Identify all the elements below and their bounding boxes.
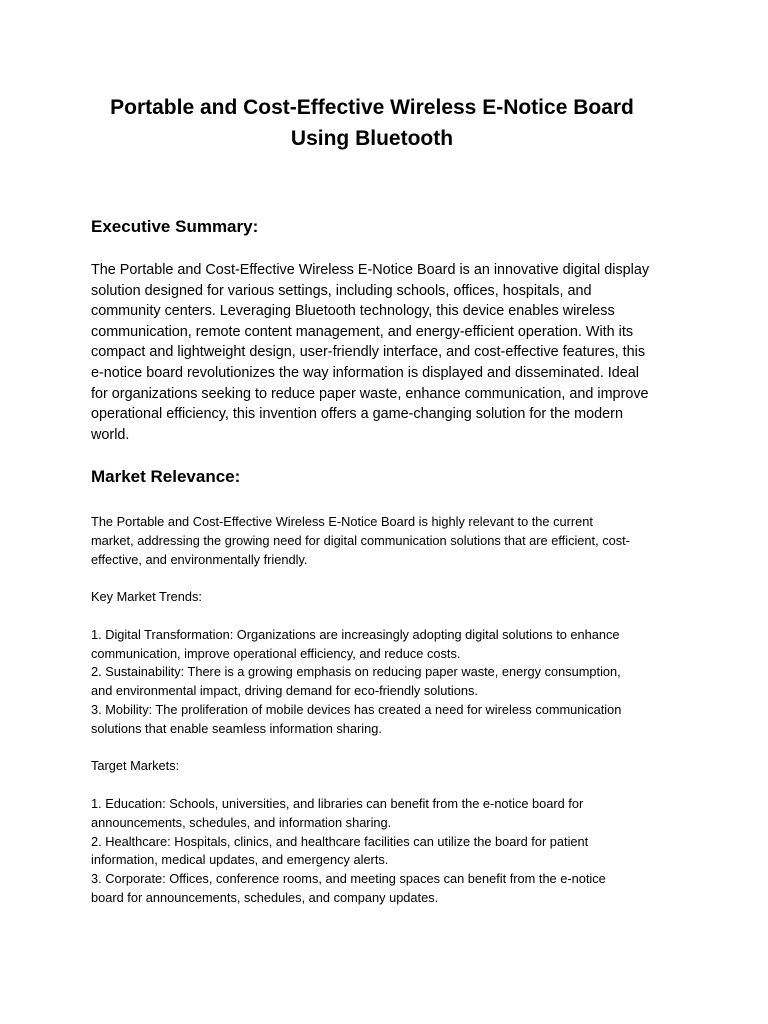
paragraph-line: operational efficiency, this invention offers a game-changing solution for the modern xyxy=(91,406,623,423)
paragraph-line: e-notice board revolutionizes the way information is displayed and disseminated. Ideal xyxy=(91,364,639,381)
executive-summary-heading: Executive Summary: xyxy=(91,217,259,236)
target-item xyxy=(91,870,691,908)
title-line: Portable and Cost-Effective Wireless E-Notice Board xyxy=(110,96,634,119)
list-item-line: board for announcements, schedules, and company updates. xyxy=(91,889,439,905)
market-relevance-heading: Market Relevance: xyxy=(91,467,241,486)
list-item-line: and environmental impact, driving demand for eco-friendly solutions. xyxy=(91,683,478,699)
list-item-line: information, medical updates, and emergency alerts. xyxy=(91,852,389,868)
list-item-line: 3. Mobility: The proliferation of mobile devices has created a need for wireless communication xyxy=(91,701,622,717)
document-title xyxy=(80,92,664,154)
list-item-line: 1. Education: Schools, universities, and libraries can benefit from the e-notice board for xyxy=(91,795,584,811)
list-item-line: 1. Digital Transformation: Organizations are increasingly adopting digital solutions to enhance xyxy=(91,626,620,642)
target-item xyxy=(91,795,691,833)
trend-item xyxy=(91,663,691,701)
paragraph-line: compact and lightweight design, user-friendly interface, and cost-effective features, this xyxy=(91,344,646,361)
paragraph-line: The Portable and Cost-Effective Wireless E-Notice Board is highly relevant to the current xyxy=(91,514,593,529)
list-item-line: announcements, schedules, and information sharing. xyxy=(91,814,392,830)
key-market-trends-label: Key Market Trends: xyxy=(91,589,202,605)
market-relevance-body xyxy=(91,513,691,908)
list-item-line: 3. Corporate: Offices, conference rooms, and meeting spaces can benefit from the e-notice xyxy=(91,871,606,887)
trend-item xyxy=(91,701,691,739)
paragraph-line: effective, and environmentally friendly. xyxy=(91,551,308,567)
paragraph-line: world. xyxy=(91,426,130,443)
list-item-line: 2. Healthcare: Hospitals, clinics, and healthcare facilities can utilize the board for patient xyxy=(91,833,589,849)
paragraph-line: community centers. Leveraging Bluetooth technology, this device enables wireless xyxy=(91,303,615,320)
list-item-line: 2. Sustainability: There is a growing emphasis on reducing paper waste, energy consumption, xyxy=(91,664,621,680)
target-markets-label: Target Markets: xyxy=(91,758,180,774)
title-line: Using Bluetooth xyxy=(290,127,454,150)
list-item-line: communication, improve operational efficiency, and reduce costs. xyxy=(91,645,461,661)
spacer xyxy=(91,569,691,588)
trend-item xyxy=(91,626,691,664)
paragraph-line: communication, remote content management, and energy-efficient operation. With its xyxy=(91,323,634,340)
target-item xyxy=(91,833,691,871)
spacer xyxy=(91,776,691,795)
executive-summary-paragraph xyxy=(91,260,691,445)
paragraph-line: for organizations seeking to reduce paper waste, enhance communication, and improve xyxy=(91,385,649,402)
paragraph-line: The Portable and Cost-Effective Wireless E-Notice Board is an innovative digital display xyxy=(91,262,650,278)
spacer xyxy=(91,739,691,758)
paragraph-line: solution designed for various settings, including schools, offices, hospitals, and xyxy=(91,282,592,299)
paragraph-line: market, addressing the growing need for digital communication solutions that are efficient, cost- xyxy=(91,532,630,548)
market-intro-paragraph xyxy=(91,513,691,569)
list-item-line: solutions that enable seamless information sharing. xyxy=(91,720,382,736)
spacer xyxy=(91,607,691,626)
